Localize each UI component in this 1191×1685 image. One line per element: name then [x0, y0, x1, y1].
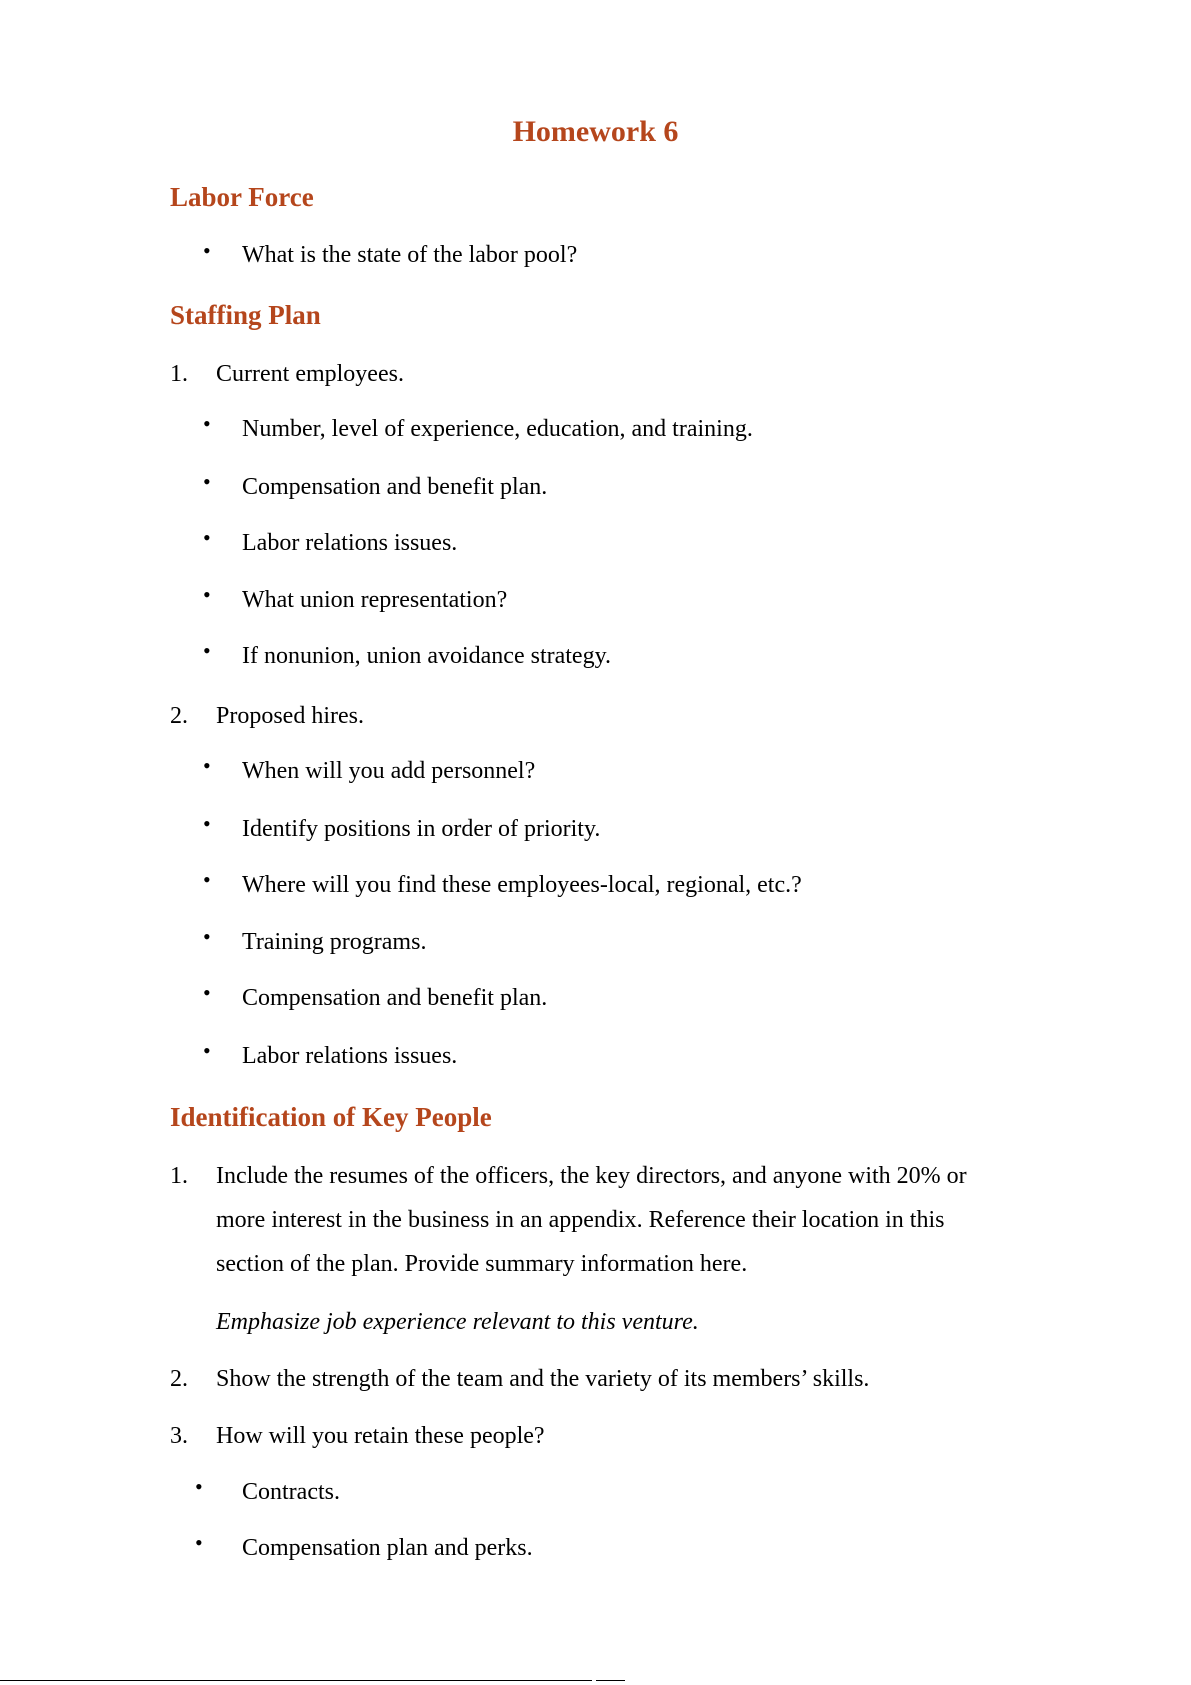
heading-staffing-plan: Staffing Plan	[170, 300, 321, 330]
bullet-marker: •	[203, 753, 211, 778]
bullet-marker: •	[203, 469, 211, 494]
bullet-marker: •	[203, 238, 211, 263]
list-number: 2.	[170, 703, 188, 729]
list-item: Compensation plan and perks.	[242, 1535, 533, 1561]
key-people-item-line: more interest in the business in an appendix. Reference their location in this	[216, 1207, 945, 1233]
bullet-marker: •	[203, 638, 211, 663]
staffing-item-proposed-hires: Proposed hires.	[216, 703, 364, 729]
list-item: Contracts.	[242, 1479, 340, 1505]
list-item: Identify positions in order of priority.	[242, 816, 601, 842]
labor-force-item: What is the state of the labor pool?	[242, 242, 578, 268]
bullet-marker: •	[195, 1474, 203, 1499]
key-people-item-retain: How will you retain these people?	[216, 1423, 545, 1449]
bullet-marker: •	[195, 1530, 203, 1555]
bullet-marker: •	[203, 867, 211, 892]
list-item: Compensation and benefit plan.	[242, 985, 548, 1011]
bullet-marker: •	[203, 525, 211, 550]
heading-labor-force: Labor Force	[170, 182, 314, 212]
heading-key-people: Identification of Key People	[170, 1102, 492, 1132]
bullet-marker: •	[203, 811, 211, 836]
key-people-item-team-strength: Show the strength of the team and the variety of its members’ skills.	[216, 1366, 870, 1392]
list-item: Training programs.	[242, 929, 427, 955]
list-number: 1.	[170, 1163, 188, 1189]
key-people-note: Emphasize job experience relevant to this venture.	[216, 1309, 699, 1335]
list-item: Where will you find these employees-local, regional, etc.?	[242, 872, 802, 898]
list-item: If nonunion, union avoidance strategy.	[242, 643, 612, 669]
bullet-marker: •	[203, 582, 211, 607]
list-number: 2.	[170, 1366, 188, 1392]
bullet-marker: •	[203, 924, 211, 949]
bottom-rule	[0, 1680, 592, 1681]
list-item: When will you add personnel?	[242, 758, 536, 784]
list-item: Labor relations issues.	[242, 530, 458, 556]
staffing-item-current-employees: Current employees.	[216, 361, 404, 387]
list-item: Compensation and benefit plan.	[242, 474, 548, 500]
document-title: Homework 6	[512, 115, 679, 148]
bullet-marker: •	[203, 411, 211, 436]
bottom-rule-segment	[596, 1680, 625, 1681]
key-people-item-line: section of the plan. Provide summary information here.	[216, 1251, 748, 1277]
list-item: Number, level of experience, education, and training.	[242, 416, 753, 442]
list-number: 3.	[170, 1423, 188, 1449]
list-item: What union representation?	[242, 587, 508, 613]
list-item: Labor relations issues.	[242, 1043, 458, 1069]
bullet-marker: •	[203, 1038, 211, 1063]
list-number: 1.	[170, 361, 188, 387]
bullet-marker: •	[203, 980, 211, 1005]
key-people-item-line: Include the resumes of the officers, the key directors, and anyone with 20% or	[216, 1163, 967, 1189]
